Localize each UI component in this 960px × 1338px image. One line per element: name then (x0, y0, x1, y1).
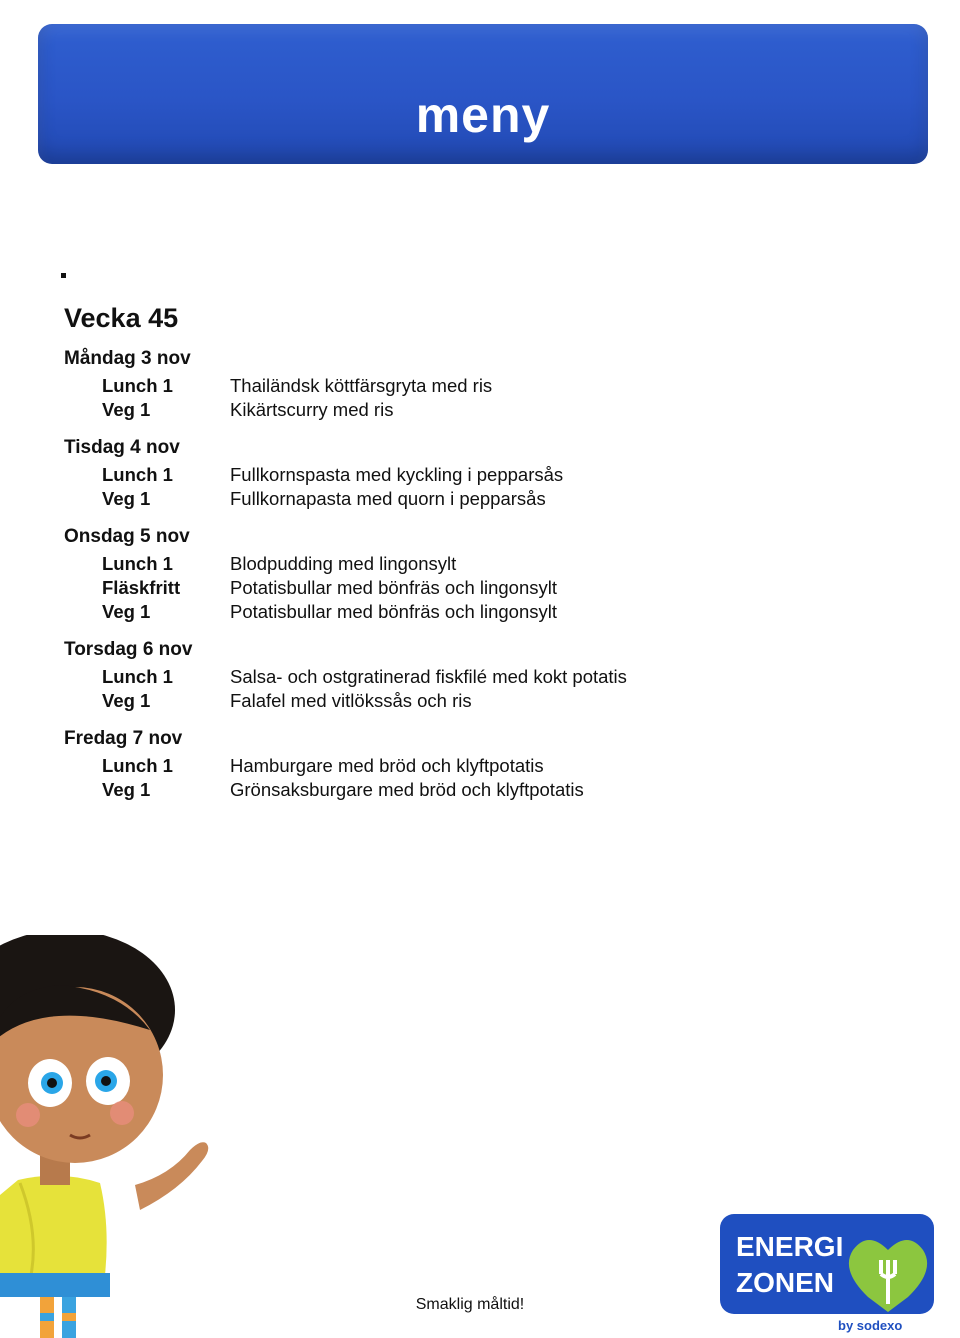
weekly-menu (64, 347, 924, 816)
dish-text: Fullkornapasta med quorn i pepparsås (230, 488, 546, 509)
footer-message: Smaklig måltid! (415, 1296, 525, 1313)
logo-line1: ENERGI (736, 1231, 844, 1262)
dish-row (64, 487, 924, 511)
day-heading: Fredag 7 nov (64, 728, 183, 749)
dish-text: Thailändsk köttfärsgryta med ris (230, 375, 493, 396)
day-wednesday (64, 525, 924, 624)
day-heading: Måndag 3 nov (64, 348, 191, 369)
dish-label: Veg 1 (102, 779, 151, 800)
cartoon-child-illustration (0, 935, 240, 1338)
dish-text: Hamburgare med bröd och klyftpotatis (230, 755, 544, 776)
dish-row (64, 754, 924, 778)
bullet-dot (61, 273, 66, 278)
dish-label: Lunch 1 (102, 375, 173, 396)
dish-row (64, 576, 924, 600)
dish-label: Veg 1 (102, 690, 151, 711)
dish-row (64, 398, 924, 422)
dish-text: Potatisbullar med bönfräs och lingonsylt (230, 601, 558, 622)
day-tuesday (64, 436, 924, 511)
dish-row (64, 778, 924, 802)
dish-label: Lunch 1 (102, 755, 173, 776)
dish-label: Veg 1 (102, 399, 151, 420)
dish-label: Veg 1 (102, 488, 151, 509)
dish-label: Lunch 1 (102, 666, 173, 687)
day-heading: Onsdag 5 nov (64, 526, 190, 547)
day-heading: Tisdag 4 nov (64, 437, 180, 458)
dish-text: Kikärtscurry med ris (230, 399, 394, 420)
banner-title: meny (415, 87, 551, 143)
dish-text: Blodpudding med lingonsylt (230, 553, 457, 574)
dish-text: Potatisbullar med bönfräs och lingonsylt (230, 577, 558, 598)
dish-label: Lunch 1 (102, 553, 173, 574)
dish-text: Salsa- och ostgratinerad fiskfilé med kokt potatis (230, 666, 627, 687)
dish-label: Fläskfritt (102, 577, 181, 598)
day-thursday (64, 638, 924, 713)
dish-row (64, 552, 924, 576)
logo-byline: by sodexo (838, 1318, 903, 1333)
energi-zonen-logo (718, 1212, 940, 1338)
day-heading: Torsdag 6 nov (64, 639, 193, 660)
dish-row (64, 374, 924, 398)
dish-text: Falafel med vitlökssås och ris (230, 690, 472, 711)
dish-row (64, 463, 924, 487)
dish-row (64, 689, 924, 713)
dish-label: Veg 1 (102, 601, 151, 622)
day-monday (64, 347, 924, 422)
menu-banner (38, 24, 928, 164)
dish-text: Fullkornspasta med kyckling i pepparsås (230, 464, 564, 485)
dish-row (64, 665, 924, 689)
dish-row (64, 600, 924, 624)
logo-line2: ZONEN (736, 1267, 834, 1298)
dish-text: Grönsaksburgare med bröd och klyftpotatis (230, 779, 584, 800)
dish-label: Lunch 1 (102, 464, 173, 485)
day-friday (64, 727, 924, 802)
week-title: Vecka 45 (64, 303, 179, 333)
